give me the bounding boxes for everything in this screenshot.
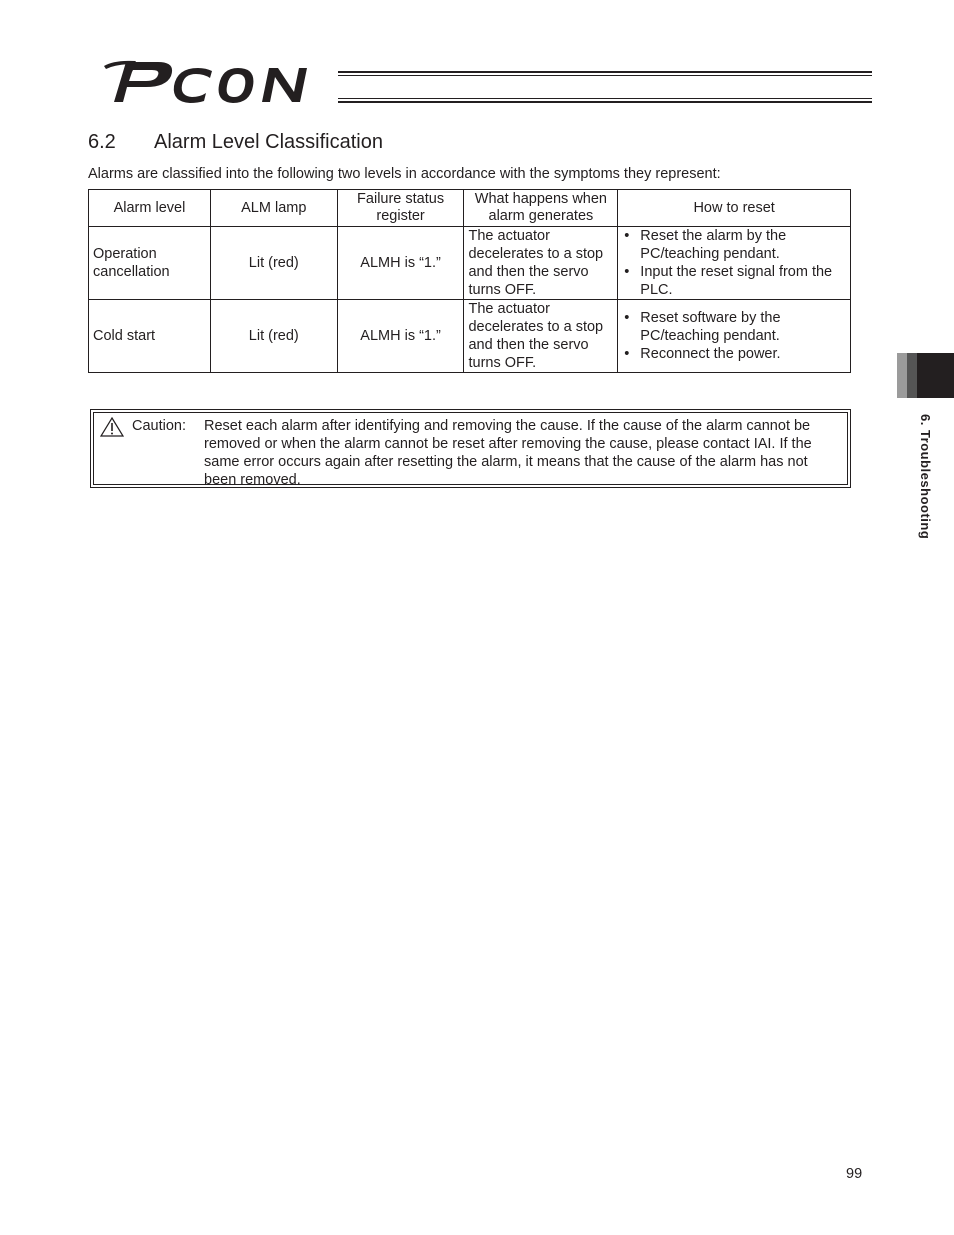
reset-step: • Input the reset signal from the PLC.	[622, 263, 846, 299]
column-header: ALM lamp	[210, 190, 337, 227]
column-header: Alarm level	[89, 190, 211, 227]
column-header: What happens when alarm generates	[464, 190, 618, 227]
column-header: How to reset	[618, 190, 851, 227]
how-to-reset-cell	[618, 227, 851, 300]
table-header-row	[89, 190, 851, 227]
how-to-reset-cell	[618, 300, 851, 373]
register-cell: ALMH is “1.”	[337, 300, 464, 373]
intro-paragraph: Alarms are classified into the following two levels in accordance with the symptoms they represent:	[88, 166, 721, 182]
alarm-level-table	[88, 189, 851, 373]
column-header: Failure status register	[337, 190, 464, 227]
what-happens-cell: The actuator decelerates to a stop and then the servo turns OFF.	[464, 300, 618, 373]
chapter-side-label: 6. Troubleshooting	[918, 414, 933, 540]
reset-step: • Reconnect the power.	[622, 345, 846, 363]
pcon-logo	[100, 56, 340, 106]
alm-lamp-cell: Lit (red)	[210, 227, 337, 300]
caution-box	[90, 409, 851, 488]
reset-step: • Reset software by the PC/teaching pendant.	[622, 309, 846, 345]
section-title: Alarm Level Classification	[154, 131, 383, 153]
alarm-level-cell: Cold start	[89, 300, 211, 373]
caution-box-inner	[93, 412, 848, 488]
alm-lamp-cell: Lit (red)	[210, 300, 337, 373]
header-rule	[338, 71, 872, 73]
section-number: 6.2	[88, 131, 116, 153]
caution-label: Caution:	[132, 418, 187, 434]
header-rule	[338, 101, 872, 103]
reset-step: • Reset the alarm by the PC/teaching pendant.	[622, 227, 846, 263]
table-row	[89, 300, 851, 373]
header-rule	[338, 75, 872, 76]
page-number: 99	[846, 1166, 863, 1182]
chapter-tab-marker	[897, 353, 954, 398]
section-heading	[88, 131, 383, 154]
what-happens-cell: The actuator decelerates to a stop and then the servo turns OFF.	[464, 227, 618, 300]
header-rule	[338, 98, 872, 99]
register-cell: ALMH is “1.”	[337, 227, 464, 300]
warning-triangle-icon	[100, 417, 124, 437]
caution-text: Reset each alarm after identifying and removing the cause. If the cause of the alarm cannot be removed or when the alarm cannot be reset after removing the cause, please contact IAI. If the same error occurs again after resetting the alarm, it means that the cause of the alarm has not been removed.	[204, 418, 812, 488]
table-row	[89, 227, 851, 300]
alarm-level-cell: Operation cancellation	[89, 227, 211, 300]
